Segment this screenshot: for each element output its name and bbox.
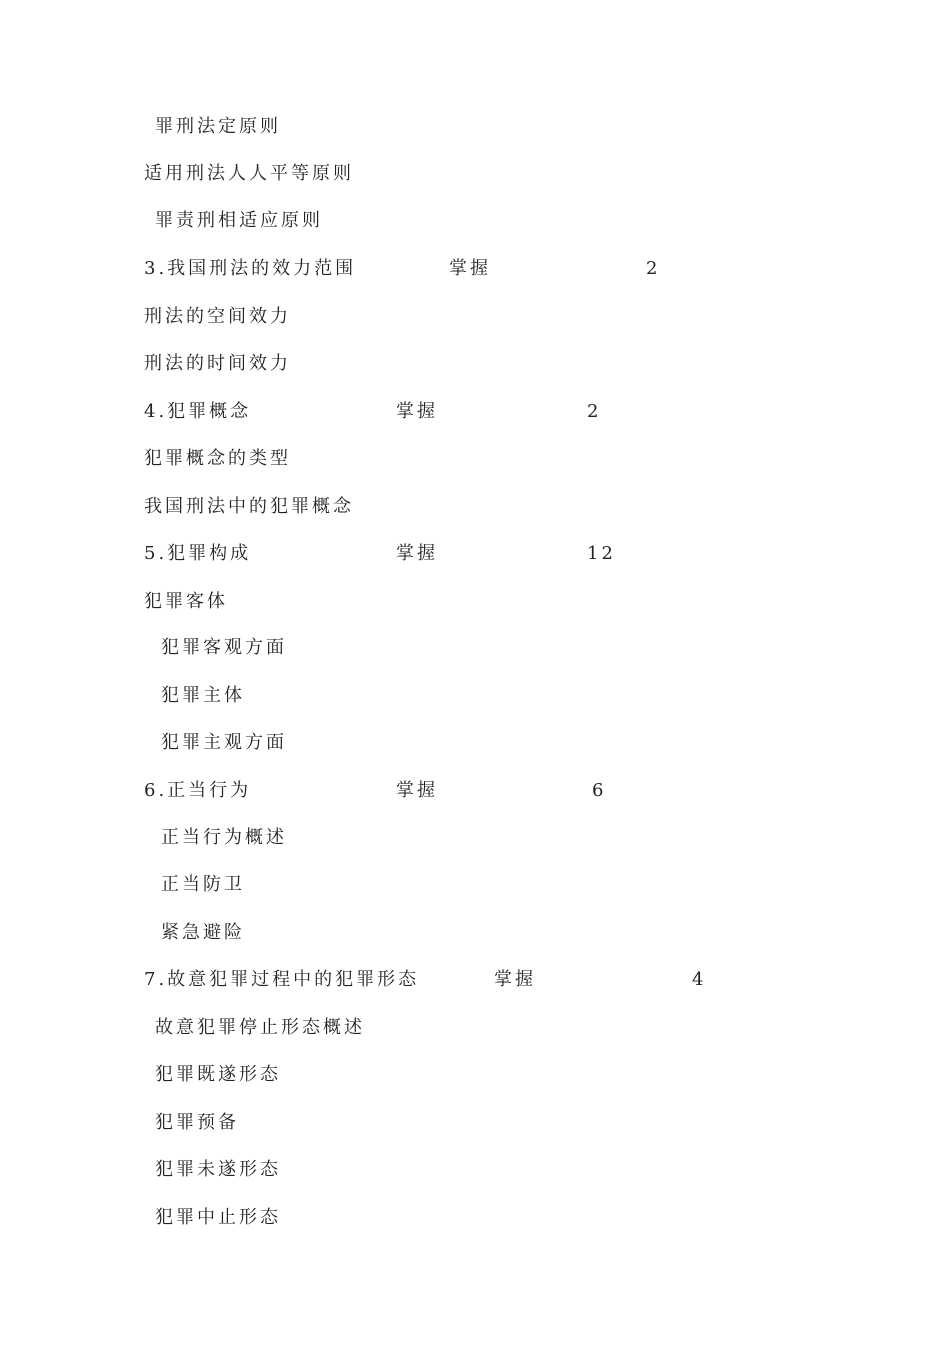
class-hours: 12 xyxy=(587,543,616,564)
text-line: 犯罪主体 xyxy=(161,685,245,706)
class-hours: 2 xyxy=(587,401,602,422)
text-line: 犯罪客体 xyxy=(144,591,228,612)
text-line: 故意犯罪停止形态概述 xyxy=(155,1017,365,1038)
text-line: 罪刑法定原则 xyxy=(155,116,281,137)
text-line: 犯罪预备 xyxy=(155,1112,239,1133)
text-line: 犯罪未遂形态 xyxy=(155,1159,281,1180)
text-line: 适用刑法人人平等原则 xyxy=(144,163,354,184)
mastery-level: 掌握 xyxy=(449,258,491,279)
text-line: 犯罪概念的类型 xyxy=(144,448,291,469)
section-heading: 5.犯罪构成 xyxy=(144,543,252,564)
mastery-level: 掌握 xyxy=(396,780,438,801)
section-heading: 3.我国刑法的效力范围 xyxy=(144,258,357,279)
class-hours: 4 xyxy=(692,969,707,990)
text-line: 罪责刑相适应原则 xyxy=(155,210,323,231)
text-line: 我国刑法中的犯罪概念 xyxy=(144,496,354,517)
section-heading: 6.正当行为 xyxy=(144,780,252,801)
section-heading: 4.犯罪概念 xyxy=(144,401,252,422)
mastery-level: 掌握 xyxy=(494,969,536,990)
text-line: 紧急避险 xyxy=(161,922,245,943)
text-line: 犯罪主观方面 xyxy=(161,732,287,753)
text-line: 犯罪中止形态 xyxy=(155,1207,281,1228)
mastery-level: 掌握 xyxy=(396,543,438,564)
text-line: 刑法的时间效力 xyxy=(144,353,291,374)
text-line: 正当防卫 xyxy=(161,874,245,895)
text-line: 犯罪客观方面 xyxy=(161,637,287,658)
class-hours: 6 xyxy=(592,780,607,801)
class-hours: 2 xyxy=(646,258,661,279)
text-line: 犯罪既遂形态 xyxy=(155,1064,281,1085)
text-line: 刑法的空间效力 xyxy=(144,306,291,327)
mastery-level: 掌握 xyxy=(396,401,438,422)
text-line: 正当行为概述 xyxy=(161,827,287,848)
section-heading: 7.故意犯罪过程中的犯罪形态 xyxy=(144,969,420,990)
